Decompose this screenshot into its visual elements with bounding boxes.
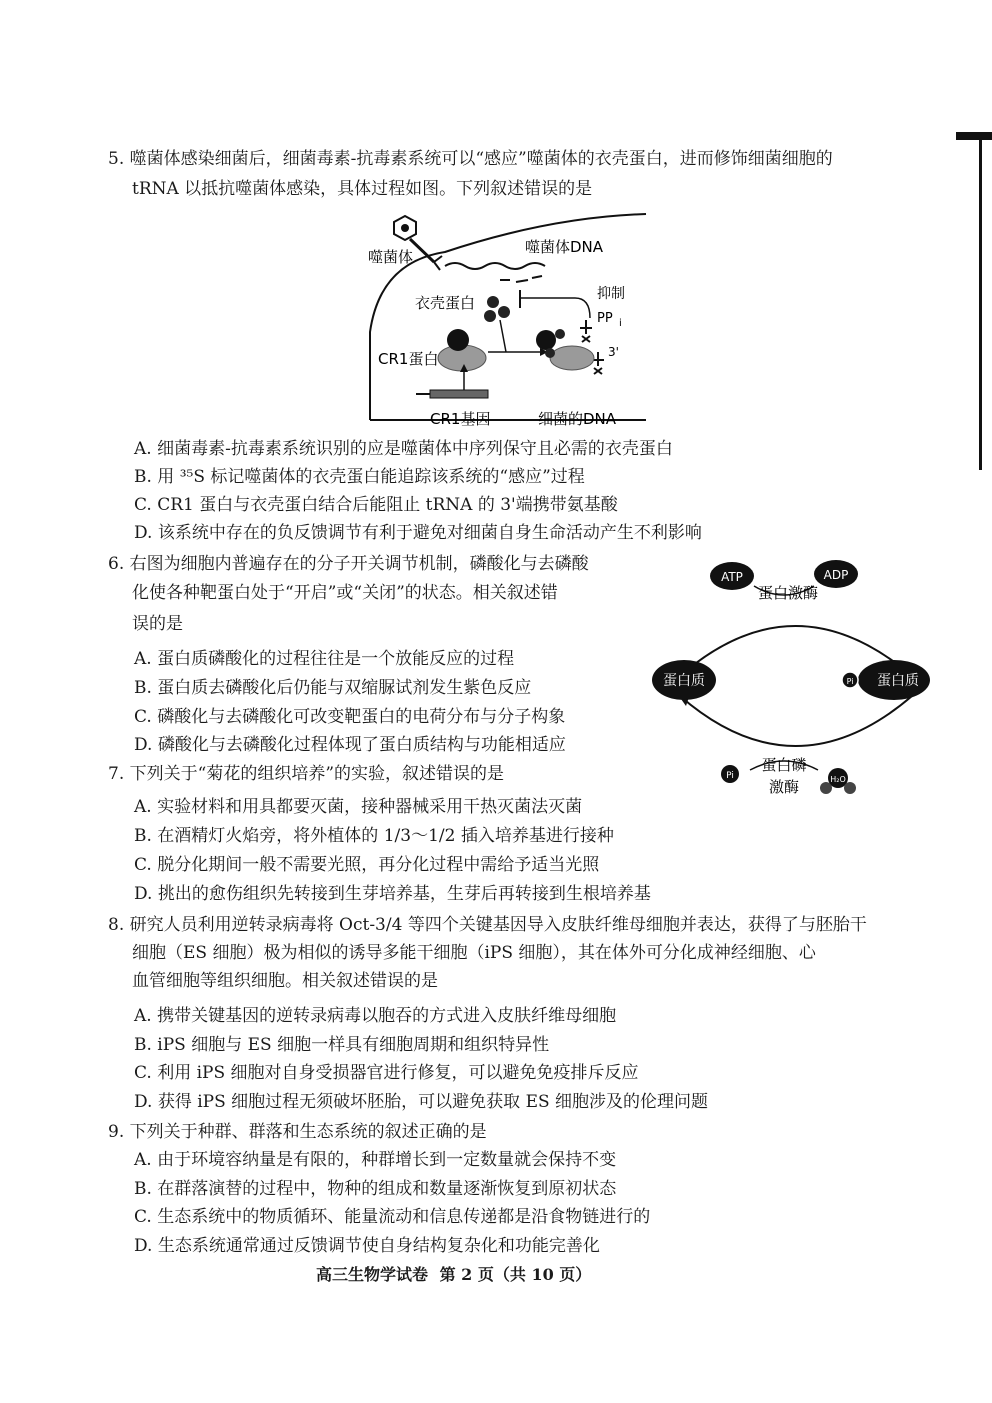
- q5-figure: [350, 212, 650, 428]
- q6-figure: [650, 556, 940, 806]
- q8-stem-line1: 8. 研究人员利用逆转录病毒将 Oct-3/4 等四个关键基因导入皮肤纤维母细胞并表达，获得了与胚胎干: [108, 915, 867, 935]
- q9-option-b: B. 在群落演替的过程中，物种的组成和数量逐渐恢复到原初状态: [134, 1179, 617, 1199]
- q6-stem-line1: 6. 右图为细胞内普遍存在的分子开关调节机制，磷酸化与去磷酸: [108, 554, 589, 574]
- three-prime-label: 3': [608, 345, 619, 359]
- pp-subscript: i: [619, 318, 622, 329]
- cr1-capsid-complex-icon: [536, 329, 594, 370]
- atp-icon: [710, 562, 754, 590]
- q7-stem: 7. 下列关于“菊花的组织培养”的实验，叙述错误的是: [108, 764, 505, 784]
- water-molecule-icon: [820, 768, 856, 794]
- q9-option-a: A. 由于环境容纳量是有限的，种群增长到一定数量就会保持不变: [134, 1150, 617, 1170]
- phosphatase-label-line1: 蛋白磷: [761, 756, 807, 774]
- inhibit-arrow: [520, 298, 590, 318]
- q9-option-d: D. 生态系统通常通过反馈调节使自身结构复杂化和功能完善化: [134, 1236, 600, 1256]
- q8-option-a: A. 携带关键基因的逆转录病毒以胞吞的方式进入皮肤纤维母细胞: [134, 1006, 617, 1026]
- q7-option-b: B. 在酒精灯火焰旁，将外植体的 1/3～1/2 插入培养基进行接种: [134, 826, 614, 846]
- pi-bottom-label: Pi: [726, 771, 734, 781]
- bacterial-dna-label: 细菌的DNA: [538, 410, 617, 428]
- q8-stem-line2: 细胞（ES 细胞）极为相似的诱导多能干细胞（iPS 细胞），其在体外可分化成神经细胞、心: [132, 943, 816, 963]
- pi-right-label: Pi: [846, 677, 854, 686]
- footer-exam-title: 高三生物学试卷: [316, 1265, 429, 1284]
- q7-option-c: C. 脱分化期间一般不需要光照，再分化过程中需给予适当光照: [134, 855, 600, 875]
- binding-edge-mark: [956, 132, 992, 140]
- q6-option-d: D. 磷酸化与去磷酸化过程体现了蛋白质结构与功能相适应: [134, 735, 566, 755]
- binding-edge-line: [979, 140, 982, 470]
- protein-right-label: 蛋白质: [877, 673, 919, 689]
- q6-option-b: B. 蛋白质去磷酸化后仍能与双缩脲试剂发生紫色反应: [134, 678, 532, 698]
- phage-dna-strand: [445, 263, 545, 269]
- phage-label: 噬菌体: [368, 248, 414, 266]
- phosphatase-label-line2: 激酶: [768, 778, 800, 796]
- page-footer: [316, 1262, 597, 1285]
- cr1-gene-icon: [430, 390, 488, 398]
- q5-stem-line1: 5. 噬菌体感染细菌后，细菌毒素-抗毒素系统可以“感应”噬菌体的衣壳蛋白，进而修饰细菌细胞的: [108, 149, 833, 169]
- cr1-protein-icon: [438, 329, 486, 371]
- q5-stem-line2: tRNA 以抵抗噬菌体感染，具体过程如图。下列叙述错误的是: [132, 179, 593, 199]
- adp-label: ADP: [823, 568, 849, 582]
- q8-option-c: C. 利用 iPS 细胞对自身受损器官进行修复，可以避免免疫排斥反应: [134, 1063, 639, 1083]
- water-label: H₂O: [830, 775, 846, 784]
- atp-label: ATP: [721, 570, 743, 584]
- q6-stem-line2: 化使各种靶蛋白处于“开启”或“关闭”的状态。相关叙述错: [132, 583, 558, 603]
- capsid-label: 衣壳蛋白: [415, 294, 476, 312]
- q7-option-a: A. 实验材料和用具都要灭菌，接种器械采用干热灭菌法灭菌: [134, 797, 583, 817]
- cr1-protein-label: CR1蛋白: [378, 350, 439, 368]
- q8-option-b: B. iPS 细胞与 ES 细胞一样具有细胞周期和组织特异性: [134, 1035, 550, 1055]
- q7-option-d: D. 挑出的愈伤组织先转接到生芽培养基，生芽后再转接到生根培养基: [134, 884, 651, 904]
- q5-option-a: A. 细菌毒素-抗毒素系统识别的应是噬菌体中序列保守且必需的衣壳蛋白: [134, 439, 673, 459]
- phage-dna-label: 噬菌体DNA: [525, 238, 604, 256]
- q5-option-b: B. 用 ³⁵S 标记噬菌体的衣壳蛋白能追踪该系统的“感应”过程: [134, 467, 585, 487]
- adp-icon: [814, 560, 858, 588]
- q6-stem-line3: 误的是: [132, 614, 183, 634]
- protein-left-label: 蛋白质: [663, 673, 705, 689]
- q6-option-a: A. 蛋白质磷酸化的过程往往是一个放能反应的过程: [134, 649, 515, 669]
- capsid-protein-icon: [484, 296, 510, 322]
- inhibit-label: 抑制: [597, 286, 625, 302]
- q5-option-c: C. CR1 蛋白与衣壳蛋白结合后能阻止 tRNA 的 3'端携带氨基酸: [134, 495, 618, 515]
- pp-label: PP: [597, 311, 613, 326]
- q5-option-d: D. 该系统中存在的负反馈调节有利于避免对细菌自身生命活动产生不利影响: [134, 523, 702, 543]
- q8-stem-line3: 血管细胞等组织细胞。相关叙述错误的是: [132, 971, 438, 991]
- protein-left-icon: [652, 660, 716, 700]
- protein-right-icon: [842, 660, 930, 700]
- cr1-gene-label: CR1基因: [430, 410, 491, 428]
- q8-option-d: D. 获得 iPS 细胞过程无须破坏胚胎，可以避免获取 ES 细胞涉及的伦理问题: [134, 1092, 709, 1112]
- kinase-label: 蛋白激酶: [757, 584, 819, 602]
- q9-stem: 9. 下列关于种群、群落和生态系统的叙述正确的是: [108, 1122, 487, 1142]
- footer-page-number: 第 2 页（共 10 页）: [439, 1265, 592, 1284]
- pi-icon: [721, 765, 739, 783]
- q9-option-c: C. 生态系统中的物质循环、能量流动和信息传递都是沿食物链进行的: [134, 1207, 651, 1227]
- q6-option-c: C. 磷酸化与去磷酸化可改变靶蛋白的电荷分布与分子构象: [134, 707, 566, 727]
